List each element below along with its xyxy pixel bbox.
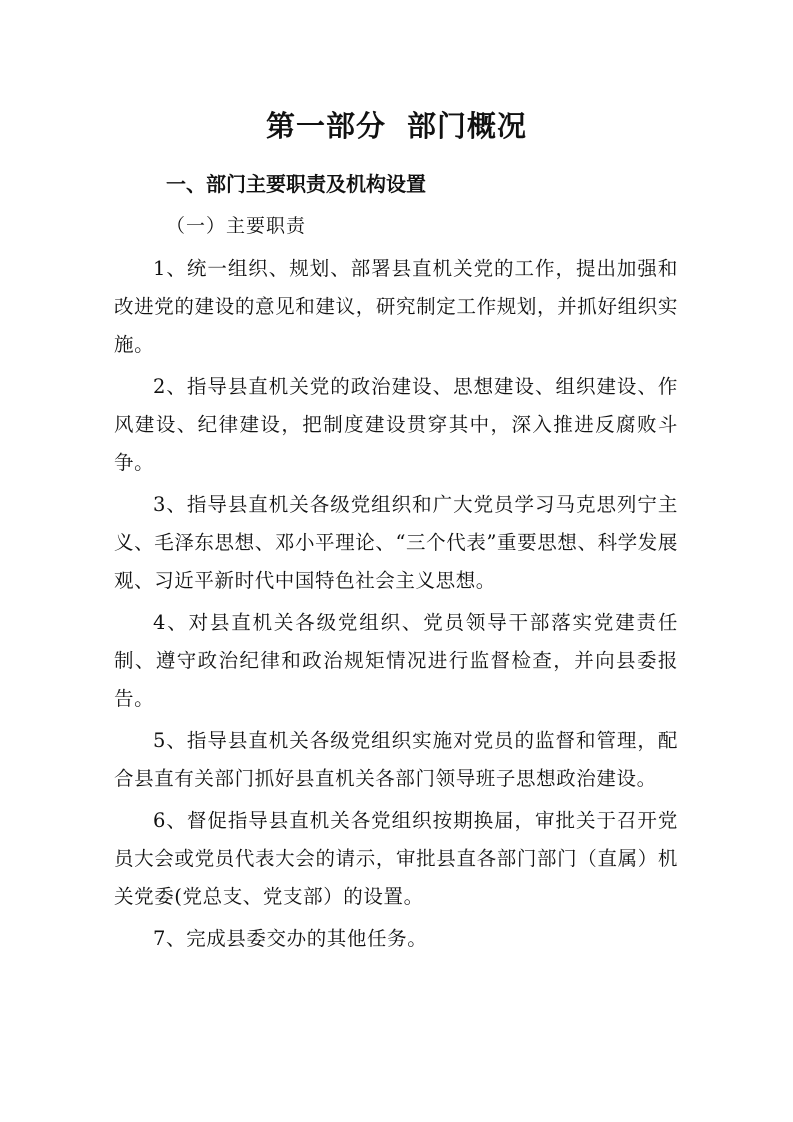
paragraph-duty-2: 2、指导县直机关党的政治建设、思想建设、组织建设、作风建设、纪律建设，把制度建设贯穿其中，深入推进反腐败斗争。 <box>114 375 678 474</box>
paragraph-duty-4: 4、对县直机关各级党组织、党员领导干部落实党建责任制、遵守政治纪律和政治规矩情况进行监督检查，并向县委报告。 <box>114 611 678 710</box>
paragraph-duty-5: 5、指导县直机关各级党组织实施对党员的监督和管理，配合县直有关部门抓好县直机关各部门领导班子思想政治建设。 <box>114 729 678 790</box>
document-body <box>114 250 678 962</box>
paragraph-duty-1: 1、统一组织、规划、部署县直机关党的工作，提出加强和改进党的建设的意见和建议，研究制定工作规划，并抓好组织实施。 <box>114 257 678 356</box>
paragraph-duty-7: 7、完成县委交办的其他任务。 <box>153 927 428 950</box>
page-title: 第一部分 部门概况 <box>265 109 528 143</box>
subsection-heading: （一）主要职责 <box>166 215 307 237</box>
section-heading: 一、部门主要职责及机构设置 <box>166 172 426 196</box>
paragraph-duty-3: 3、指导县直机关各级党组织和广大党员学习马克思列宁主义、毛泽东思想、邓小平理论、“三个代表”重要思想、科学发展观、习近平新时代中国特色社会主义思想。 <box>114 493 678 592</box>
paragraph-duty-6: 6、督促指导县直机关各党组织按期换届，审批关于召开党员大会或党员代表大会的请示，审批县直各部门部门（直属）机关党委(党总支、党支部）的设置。 <box>114 809 678 908</box>
